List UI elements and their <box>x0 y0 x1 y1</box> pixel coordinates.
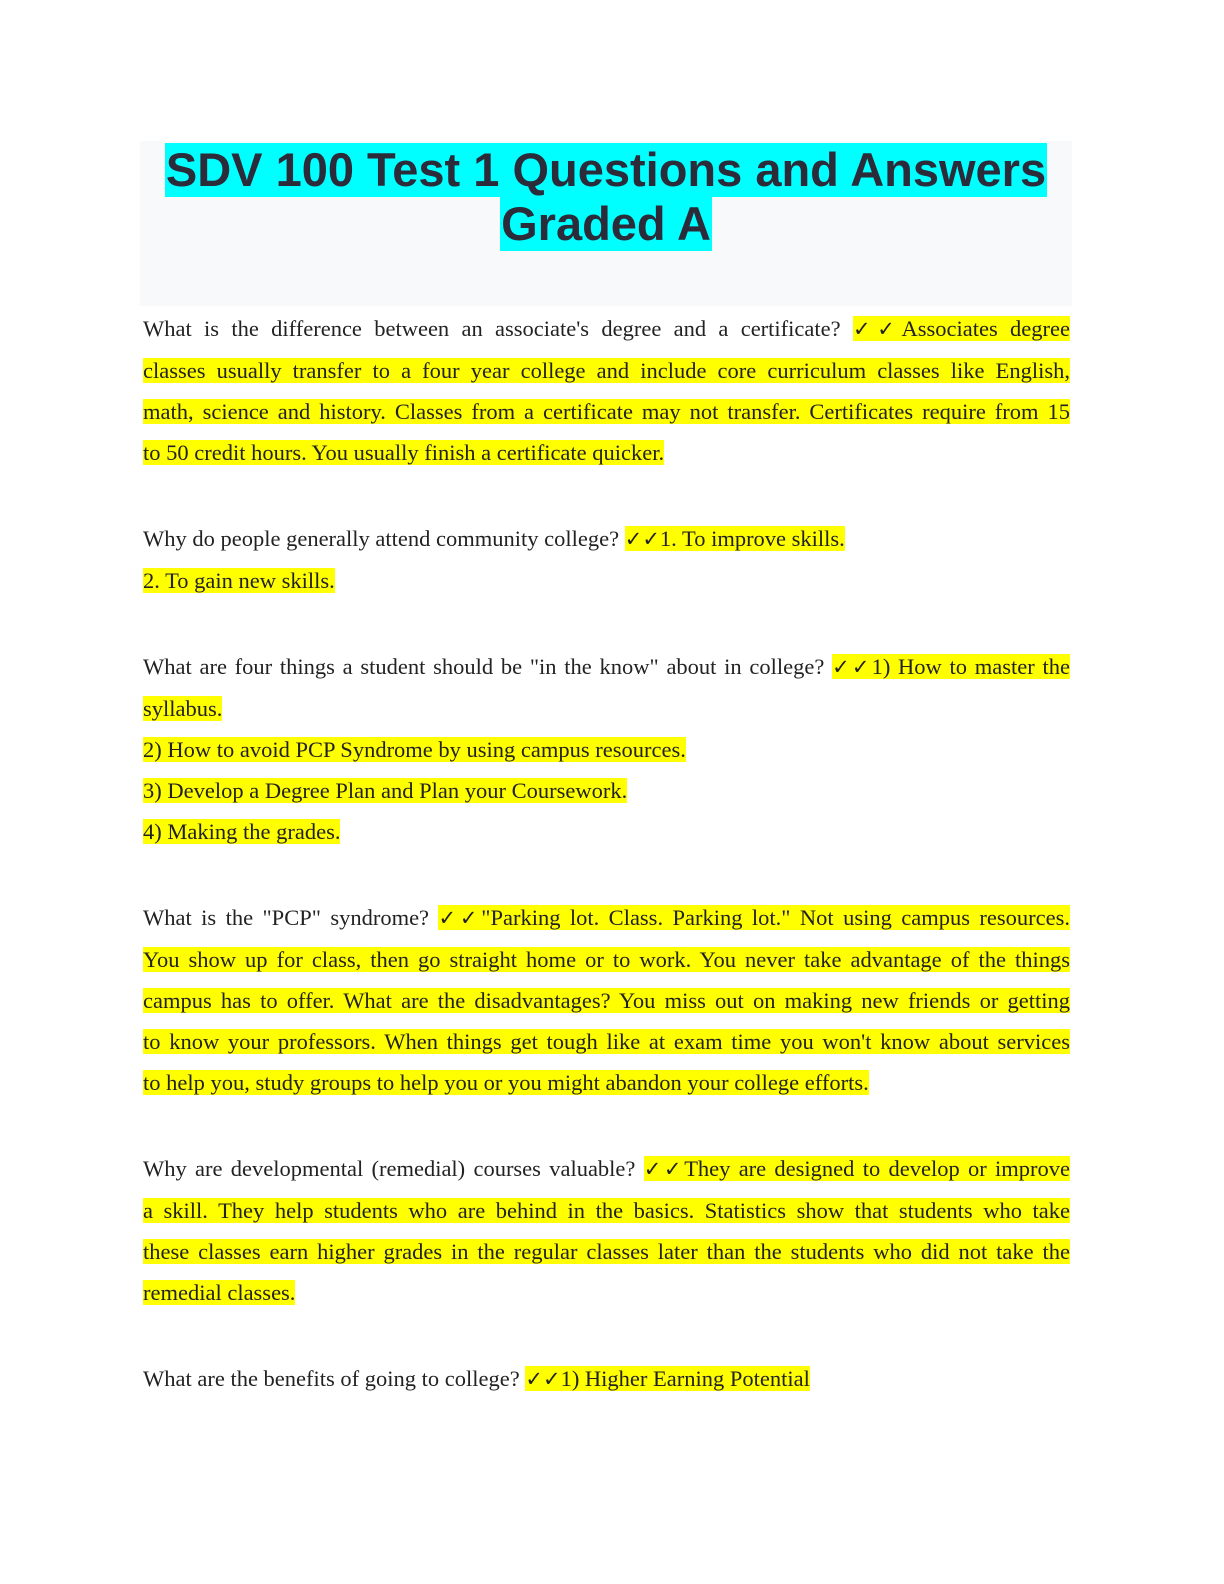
question-text: What is the difference between an associate's degree and a certificate? <box>143 316 841 341</box>
qa-line <box>143 350 1070 391</box>
qa-item-6 <box>143 1358 1070 1400</box>
qa-item-2 <box>143 518 1070 601</box>
answer-text: a skill. They help students who are behind in the basics. Statistics show that students who take <box>143 1198 1070 1223</box>
qa-line <box>143 980 1070 1021</box>
check-icon: ✓✓ <box>643 1157 685 1181</box>
qa-line <box>143 646 1070 688</box>
qa-line <box>143 1021 1070 1062</box>
answer-text: "Parking lot. Class. Parking lot." Not using campus resources. <box>481 905 1070 930</box>
qa-line <box>143 688 1070 729</box>
qa-line <box>143 811 1070 852</box>
qa-line <box>143 770 1070 811</box>
question-text: What is the "PCP" syndrome? <box>143 905 430 930</box>
question-text: Why do people generally attend community college? <box>143 526 620 551</box>
answer-text: They are designed to develop or improve <box>684 1156 1070 1181</box>
answer-text: 1. To improve skills. <box>659 526 845 551</box>
qa-line <box>143 1272 1070 1313</box>
qa-item-3 <box>143 646 1070 852</box>
answer-text: remedial classes. <box>143 1280 296 1305</box>
qa-line <box>143 560 1070 601</box>
qa-line <box>143 391 1070 432</box>
answer-text: syllabus. <box>143 696 223 721</box>
answer-text: 2) How to avoid PCP Syndrome by using campus resources. <box>143 737 686 762</box>
answer-text: 3) Develop a Degree Plan and Plan your Coursework. <box>143 778 628 803</box>
qa-line <box>143 308 1070 350</box>
question-text: Why are developmental (remedial) courses valuable? <box>143 1156 636 1181</box>
answer-text: these classes earn higher grades in the regular classes later than the students who did not take the <box>143 1239 1070 1264</box>
qa-line <box>143 1358 1070 1400</box>
answer-text: math, science and history. Classes from a certificate may not transfer. Certificates require from 15 <box>143 399 1070 424</box>
answer-text: 4) Making the grades. <box>143 819 341 844</box>
check-icon: ✓✓ <box>624 527 660 551</box>
answer-text: 2. To gain new skills. <box>143 568 335 593</box>
answer-text: to 50 credit hours. You usually finish a certificate quicker. <box>143 440 665 465</box>
title-box <box>140 141 1072 306</box>
answer-text: campus has to offer. What are the disadvantages? You miss out on making new friends or getting <box>143 988 1070 1013</box>
question-text: What are the benefits of going to college? <box>143 1366 520 1391</box>
answer-text: to know your professors. When things get tough like at exam time you won't know about services <box>143 1029 1070 1054</box>
qa-line <box>143 518 1070 560</box>
qa-line <box>143 432 1070 473</box>
qa-line <box>143 729 1070 770</box>
document-title-line-2: Graded A <box>501 197 711 250</box>
document-title-line-1: SDV 100 Test 1 Questions and Answers <box>165 143 1047 196</box>
qa-line <box>143 1148 1070 1190</box>
qa-line <box>143 1231 1070 1272</box>
qa-line <box>143 897 1070 939</box>
qa-item-4 <box>143 897 1070 1103</box>
question-text: What are four things a student should be "in the know" about in college? <box>143 654 825 679</box>
answer-text: You show up for class, then go straight home or to work. You never take advantage of the things <box>143 947 1070 972</box>
qa-line <box>143 939 1070 980</box>
qa-line <box>143 1062 1070 1103</box>
answer-text: classes usually transfer to a four year college and include core curriculum classes like English, <box>143 358 1070 383</box>
answer-text: Associates degree <box>901 316 1070 341</box>
answer-text: to help you, study groups to help you or you might abandon your college efforts. <box>143 1070 869 1095</box>
qa-content <box>143 308 1070 1445</box>
check-icon: ✓✓ <box>852 317 902 341</box>
qa-line <box>143 1190 1070 1231</box>
check-icon: ✓✓ <box>438 906 482 930</box>
answer-text: 1) How to master the <box>871 654 1070 679</box>
answer-text: 1) Higher Earning Potential <box>560 1366 810 1391</box>
qa-item-5 <box>143 1148 1070 1313</box>
check-icon: ✓✓ <box>525 1367 561 1391</box>
qa-item-1 <box>143 308 1070 473</box>
check-icon: ✓✓ <box>832 655 872 679</box>
